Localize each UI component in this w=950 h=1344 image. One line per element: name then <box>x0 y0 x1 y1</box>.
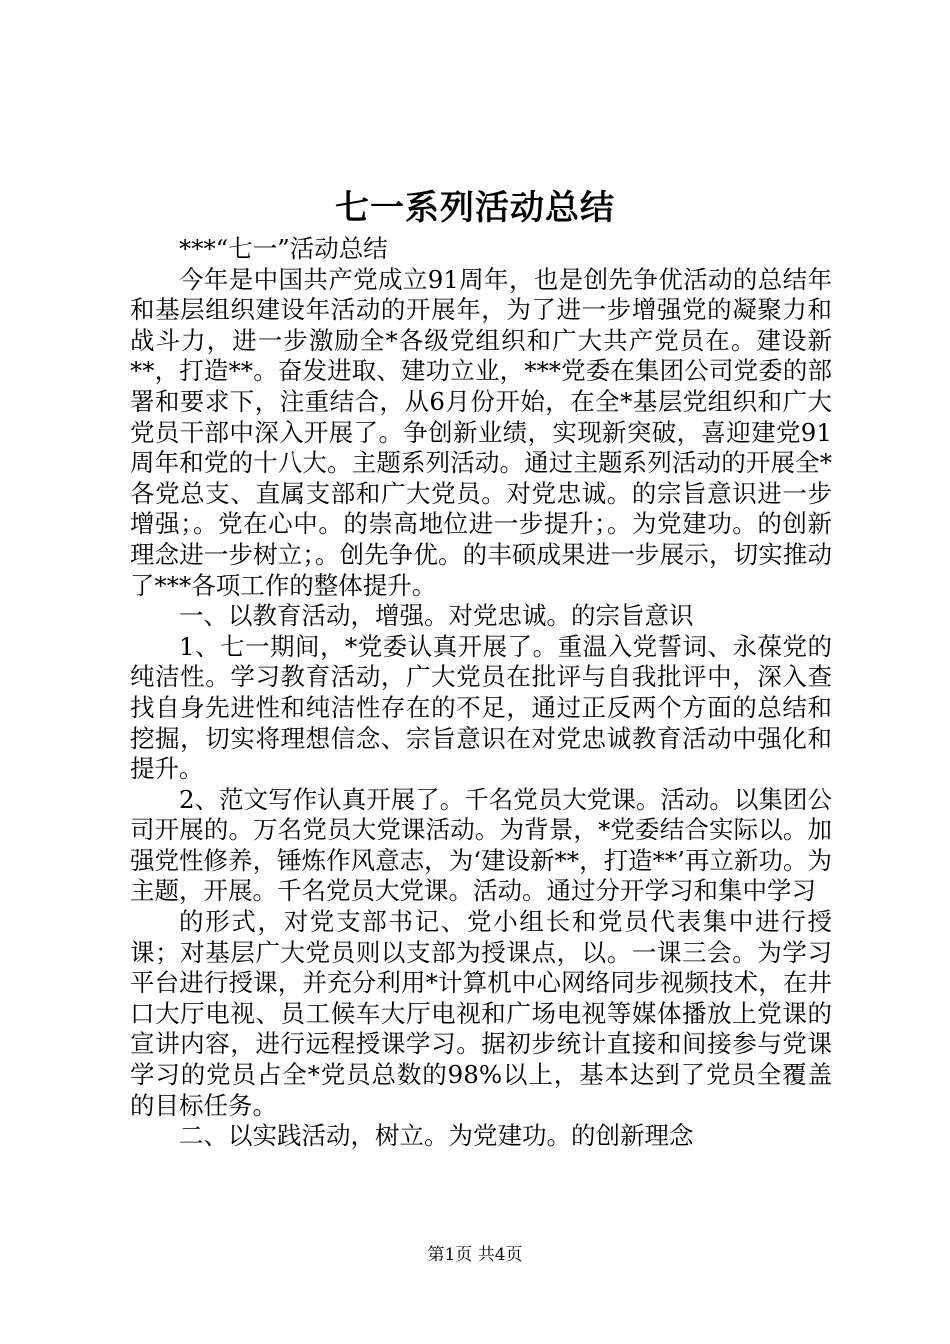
item-paragraph-1: 1、七一期间，*党委认真开展了。重温入党誓词、永葆党的纯洁性。学习教育活动，广大党员在批评与自我批评中，深入查找自身先进性和纯洁性存在的不足，通过正反两个方面的总结和挖掘，切实将理想信念、宗旨意识在对党忠诚教育活动中强化和提升。 <box>130 631 832 784</box>
page-footer: 第1页 共4页 <box>427 1245 523 1265</box>
continuation-paragraph: 的形式，对党支部书记、党小组长和党员代表集中进行授课；对基层广大党员则以支部为授课点，以。一课三会。为学习平台进行授课，并充分利用*计算机中心网络同步视频技术，在井口大厅电视、员工候车大厅电视和广场电视等媒体播放上党课的宣讲内容，进行远程授课学习。据初步统计直接和间接参与党课学习的党员占全*党员总数的98%以上，基本达到了党员全覆盖的目标任务。 <box>130 907 832 1120</box>
section-heading-2: 二、以实践活动，树立。为党建功。的创新理念 <box>179 1121 694 1151</box>
document-title: 七一系列活动总结 <box>335 188 615 228</box>
subtitle-paragraph: ***“七一”活动总结 <box>179 234 388 263</box>
section-heading-1: 一、以教育活动，增强。对党忠诚。的宗旨意识 <box>179 601 694 631</box>
document-body <box>130 234 832 1152</box>
item-paragraph-2: 2、范文写作认真开展了。千名党员大党课。活动。以集团公司开展的。万名党员大党课活动。为背景，*党委结合实际以。加强党性修养，锤炼作风意志，为‘建设新**，打造**’再立新功。为主题，开展。千名党员大党课。活动。通过分开学习和集中学习 <box>130 784 832 906</box>
intro-paragraph: 今年是中国共产党成立91周年，也是创先争优活动的总结年和基层组织建设年活动的开展年，为了进一步增强党的凝聚力和战斗力，进一步激励全*各级党组织和广大共产党员在。建设新**，打造**。奋发进取、建功立业，***党委在集团公司党委的部署和要求下，注重结合，从6月份开始，在全*基层党组织和广大党员干部中深入开展了。争创新业绩，实现新突破，喜迎建党91周年和党的十八大。主题系列活动。通过主题系列活动的开展全*各党总支、直属支部和广大党员。对党忠诚。的宗旨意识进一步增强；。党在心中。的崇高地位进一步提升；。为党建功。的创新理念进一步树立；。创先争优。的丰硕成果进一步展示，切实推动了***各项工作的整体提升。 <box>130 264 832 600</box>
